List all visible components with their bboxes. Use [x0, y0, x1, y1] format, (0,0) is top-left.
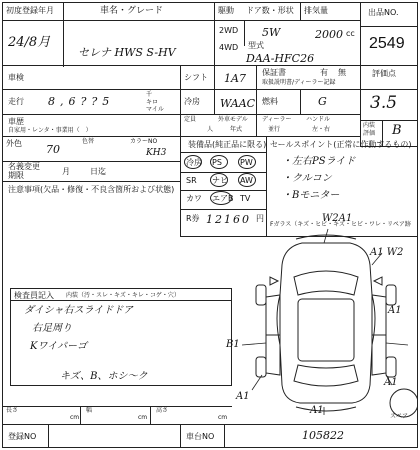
- chassis-label: 車台NO: [186, 432, 215, 441]
- equip-airb: エアB: [212, 194, 234, 203]
- dims-div-1: [80, 406, 81, 424]
- header-divider: [2, 20, 214, 21]
- drive-4wd: 4WD: [219, 43, 239, 52]
- score-label: 評価点: [372, 69, 396, 78]
- shift-value: 1A7: [224, 72, 246, 85]
- inspector-legend: 内装（汚・スレ・キズ・キレ・コゲ・穴）: [66, 292, 180, 299]
- mileage-label: 走行: [8, 97, 24, 106]
- lot-value: 2549: [369, 35, 405, 52]
- interior-value: B: [392, 123, 402, 138]
- name-change-month: 月: [62, 167, 70, 176]
- score-divider: [360, 65, 361, 146]
- length-label: 長さ: [6, 407, 19, 414]
- equip-circle-1: [184, 155, 202, 169]
- equip-sr: SR: [186, 176, 197, 185]
- row-history-bottom: [2, 136, 360, 137]
- doors-value: 5W: [262, 26, 281, 39]
- equip-right-divider: [266, 136, 267, 236]
- dims-div-2: [150, 406, 151, 424]
- ac-value: WAAC: [220, 97, 256, 110]
- name-change-day: 日迄: [90, 167, 106, 176]
- displacement-value: 2000: [315, 28, 343, 41]
- fuel-value: G: [318, 95, 327, 108]
- doors-divider: [300, 2, 301, 20]
- warranty-divider: [256, 65, 257, 114]
- interior-top: [360, 120, 418, 121]
- history-label: 車歴: [8, 117, 24, 126]
- warranty-label: 保証書: [262, 68, 286, 77]
- equip-ps: PS: [212, 158, 222, 167]
- lot-divider: [360, 26, 418, 27]
- reg-label: 登録NO: [8, 432, 37, 441]
- chassis-value: 105822: [302, 429, 344, 442]
- history-sub: 自家用・レンタ・事業用（ ）: [8, 127, 92, 134]
- spare-label: スペア: [390, 413, 409, 420]
- lot-label: 出品NO.: [368, 8, 399, 17]
- inspector-label: 検査員記入: [14, 291, 54, 300]
- import-label: 外車モデル: [218, 116, 248, 123]
- equip-kawa: カワ: [186, 194, 202, 203]
- exterior-label: 外色: [6, 139, 22, 148]
- sales-point-3: ・Bモニター: [282, 190, 340, 201]
- shift-left-divider: [180, 65, 181, 114]
- header-col1-divider: [63, 2, 64, 67]
- type-label: 型式: [248, 41, 264, 50]
- capacity-label: 定員: [184, 116, 197, 123]
- equip-line-3: [180, 209, 266, 210]
- fuel-label: 燃料: [262, 97, 278, 106]
- dims-bottom: [2, 424, 418, 425]
- mileage-unit-top: 千: [146, 91, 153, 98]
- mark-bottom: A1: [310, 405, 324, 416]
- row-mileage-bottom: [2, 114, 360, 115]
- drive-label: 駆動: [218, 6, 234, 15]
- capacity-divider: [180, 114, 181, 136]
- import-sub: 年式: [230, 126, 243, 133]
- width-label: 幅: [86, 407, 93, 414]
- mileage-unit-bottom: キロ: [146, 99, 159, 106]
- equip-circle-3: [238, 155, 256, 169]
- displacement-unit: cc: [346, 29, 355, 38]
- dealer-sub: 並行: [268, 126, 281, 133]
- name-change-deadline: 期限: [8, 171, 24, 180]
- dims-top: [2, 406, 232, 407]
- warranty-no: 無: [338, 68, 346, 77]
- shaken-label: 車検: [8, 73, 24, 82]
- notes-label: 注意事項(欠品・修復・不良含箇所および状態): [8, 185, 175, 194]
- model-value: セレナ HWS S-HV: [78, 46, 176, 59]
- header-right-divider: [214, 20, 360, 21]
- mark-left: B1: [226, 339, 240, 350]
- equip-circle-5: [238, 173, 256, 187]
- warranty-sub: 取扱説明書/ディーラー記録: [262, 79, 336, 86]
- inspector-note-1: ダイシャ右スライドドア: [24, 305, 133, 316]
- mileage-value: 8,6??5: [48, 95, 115, 108]
- exterior-value: 70: [46, 143, 60, 156]
- color-no-value: KH3: [146, 148, 167, 158]
- sales-point-2: ・クルコン: [282, 173, 332, 184]
- sales-points-title: セールスポイント(正常に作動するもの): [270, 140, 412, 149]
- footer-chassis-divider: [224, 424, 225, 448]
- mileage-unit-extra: マイル: [146, 106, 164, 113]
- interior-label: 内装: [363, 122, 376, 129]
- model-label: 車名・グレード: [100, 6, 164, 16]
- equip-title-line: [180, 152, 266, 153]
- dealer-divider: [256, 114, 257, 136]
- handle-sub: 左・右: [312, 126, 331, 133]
- ac-label: 冷房: [184, 97, 200, 106]
- height-unit: cm: [218, 414, 228, 421]
- warranty-yes: 有: [320, 68, 328, 77]
- equip-aw: AW: [240, 176, 253, 185]
- inspector-header-line: [10, 300, 232, 301]
- r-ticket-unit: 円: [256, 214, 264, 223]
- mark-right-top: A1 W2: [370, 247, 404, 258]
- capacity-unit: 人: [207, 126, 214, 133]
- equip-ac: 冷房: [186, 158, 202, 167]
- handle-label: ハンドル: [306, 116, 331, 123]
- equip-tv: TV: [240, 194, 251, 203]
- inspector-note-4: キズ、B、ホシ～ク: [60, 371, 148, 382]
- name-change-bottom: [2, 181, 180, 182]
- header-col3-divider: [360, 2, 361, 67]
- footer-reg-divider: [48, 424, 49, 448]
- mark-left-bottom: A1: [236, 391, 250, 402]
- width-unit: cm: [138, 414, 148, 421]
- drive-divider: [244, 20, 245, 46]
- mark-right: A1: [388, 305, 402, 316]
- first-reg-value: 24/8月: [8, 35, 51, 50]
- color-change-label: 色替: [82, 138, 95, 145]
- mark-right-bottom: A1: [384, 377, 398, 388]
- equip-left-divider: [180, 136, 181, 236]
- score-value: 3.5: [370, 93, 398, 113]
- fuel-divider: [300, 89, 301, 114]
- sales-point-1: ・左右PSライド: [282, 156, 356, 167]
- equip-circle-6: [210, 191, 232, 205]
- glass-legend: Fガラス（キズ・ヒビ・キズ・ヒビ・ワレ・リペア跡: [270, 221, 411, 228]
- equipment-title: 装備品(純正品に限る): [188, 140, 267, 149]
- r-ticket-value: 12160: [206, 213, 251, 226]
- length-unit: cm: [70, 414, 80, 421]
- equip-circle-4: [210, 173, 228, 187]
- displacement-label: 排気量: [304, 6, 328, 15]
- equip-navi: ナビ: [212, 176, 228, 185]
- equip-circle-2: [210, 155, 228, 169]
- r-ticket-label: R券: [186, 214, 200, 223]
- row-inspection-bottom: [2, 89, 418, 90]
- color-no-label: カラーNO: [130, 138, 158, 145]
- equip-pw: PW: [240, 158, 253, 167]
- doors-label: ドア数・形状: [246, 6, 294, 15]
- inspector-note-3: Kワイパーゴ: [30, 341, 87, 352]
- drive-2wd: 2WD: [219, 26, 239, 35]
- type-value: DAA-HFC26: [246, 52, 315, 65]
- header-bottom-line: [2, 65, 418, 66]
- footer-divider: [180, 424, 181, 448]
- shift-mid-divider: [214, 65, 215, 114]
- header-col2-divider: [214, 2, 215, 67]
- shift-label: シフト: [184, 73, 208, 82]
- dealer-label: ディーラー: [262, 116, 292, 123]
- inspector-note-2: 右足周り: [32, 323, 72, 334]
- first-reg-label: 初度登録年月: [6, 6, 54, 15]
- name-change-label: 名義変更: [8, 162, 40, 171]
- interior-label2: 評価: [363, 130, 376, 137]
- mark-top: W2A1: [322, 213, 353, 224]
- height-label: 高さ: [156, 407, 169, 414]
